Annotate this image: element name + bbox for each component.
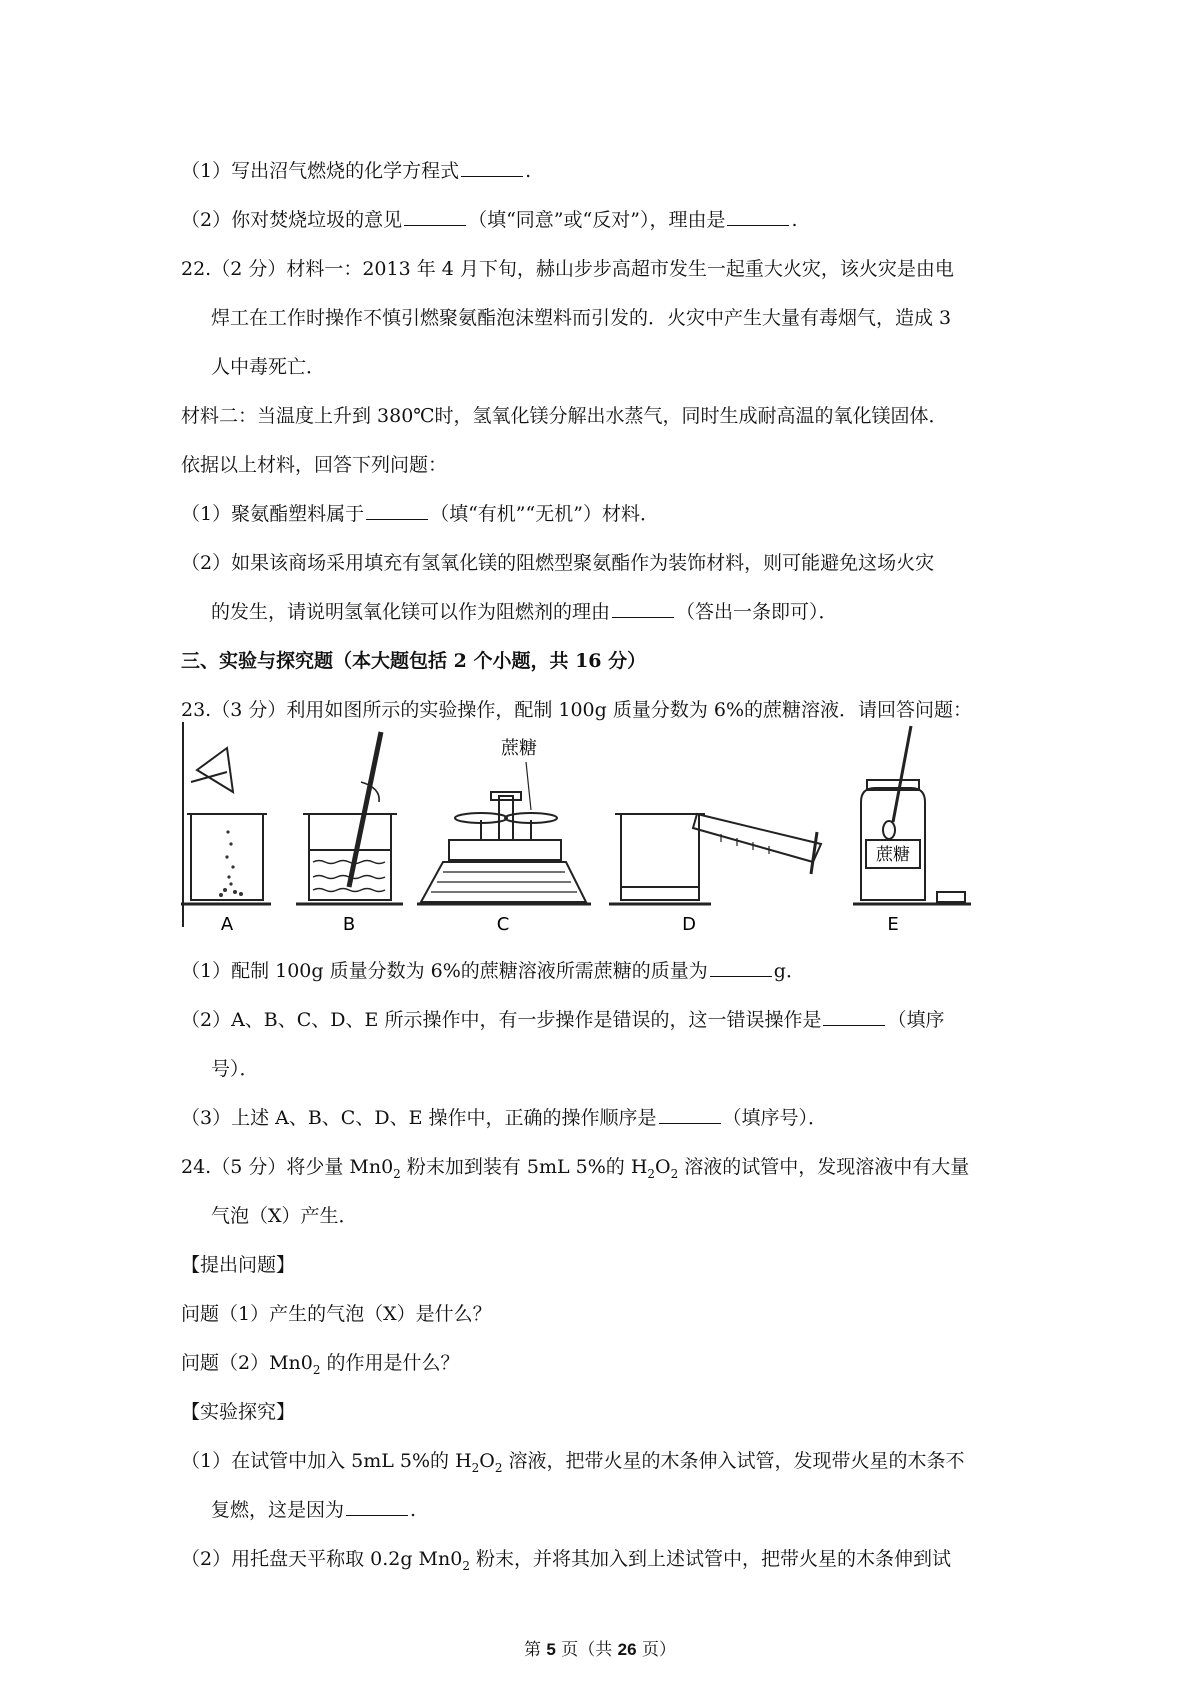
experiment-step1-cont: 复燃，这是因为 . — [211, 1499, 417, 1521]
q22-line-c: 人中毒死亡． — [211, 356, 326, 378]
section-three-heading: 三、实验与探究题（本大题包括 2 个小题，共 16 分） — [181, 650, 647, 672]
reagent-jar-e-icon — [853, 726, 971, 904]
q23-part1: （1）配制 100g 质量分数为 6%的蔗糖溶液所需蔗糖的质量为 g． — [181, 960, 805, 982]
page-footer: 第 5 页（共 26 页） — [523, 1640, 676, 1660]
experiment-heading: 【实验探究】 — [181, 1401, 296, 1423]
figure-label-b: B — [342, 914, 356, 932]
page-total: 26 — [617, 1640, 637, 1659]
q21-part1: （1）写出沼气燃烧的化学方程式 . — [181, 160, 532, 182]
q24-stem-cont: 气泡（X）产生． — [211, 1205, 358, 1227]
experiment-step1: （1）在试管中加入 5mL 5%的 $H_2O_2$ 溶液，把带火星的木条伸入试管，发现带火星的木条不 — [181, 1450, 965, 1475]
q22-lead: 依据以上材料，回答下列问题： — [181, 454, 448, 476]
answer-blank[interactable] — [659, 1105, 721, 1124]
q22-part1: （1）聚氨酯塑料属于 （填“有机”“无机”）材料． — [181, 503, 659, 525]
balance-c-icon — [417, 762, 591, 904]
q22-line-a: 22.（2 分）材料一：2013 年 4 月下旬，赫山步步高超市发生一起重大火灾，该火灾是由电 — [181, 258, 954, 280]
q23-part2: （2）A、B、C、D、E 所示操作中，有一步操作是错误的，这一错误操作是 （填序 — [181, 1009, 945, 1031]
answer-blank[interactable] — [823, 1007, 885, 1026]
q22-part2-a: （2）如果该商场采用填充有氢氧化镁的阻燃型聚氨酯作为装饰材料，则可能避免这场火灾 — [181, 552, 935, 574]
answer-blank[interactable] — [461, 158, 523, 177]
ask-question-1: 问题（1）产生的气泡（X）是什么？ — [181, 1303, 492, 1325]
q23-stem: 23.（3 分）利用如图所示的实验操作，配制 100g 质量分数为 6%的蔗糖溶液．请回答问题： — [181, 699, 973, 721]
jar-label: 蔗糖 — [876, 845, 910, 865]
beaker-b-icon — [296, 732, 403, 904]
experiment-figure — [181, 722, 1051, 932]
answer-blank[interactable] — [710, 958, 772, 977]
q23-part3: （3）上述 A、B、C、D、E 操作中，正确的操作顺序是 （填序号）． — [181, 1107, 828, 1129]
figure-label-c: C — [496, 914, 510, 932]
q22-line-b: 焊工在工作时操作不慎引燃聚氨酯泡沫塑料而引发的．火灾中产生大量有毒烟气，造成 3 — [211, 307, 952, 329]
beaker-a-icon — [181, 748, 271, 904]
ask-question-2: 问题$(2)Mn0_2$ 的作用是什么？ — [181, 1352, 460, 1377]
sugar-label: 蔗糖 — [501, 738, 537, 759]
figure-label-d: D — [682, 914, 696, 932]
figure-label-e: E — [887, 914, 899, 932]
figure-label-a: A — [220, 914, 234, 932]
lab-operations-illustration — [181, 722, 1051, 932]
q23-part2-cont: 号）． — [211, 1058, 259, 1080]
ask-question-heading: 【提出问题】 — [181, 1254, 296, 1276]
q24-stem: 24.（5 分）将少量 $Mn0_2$ 粉末加到装有 5mL 5%的 $H_2O_2$ 溶液的试管中，发现溶液中有大量 — [181, 1156, 970, 1181]
q21-part2: （2）你对焚烧垃圾的意见 （填“同意”或“反对”），理由是 . — [181, 209, 798, 231]
answer-blank[interactable] — [404, 207, 466, 226]
experiment-step2: （2）用托盘天平称取 0.2g $Mn0_2$ 粉末，并将其加入到上述试管中，把带火星的木条伸到试 — [181, 1548, 952, 1573]
q22-material-two: 材料二：当温度上升到 380℃时，氢氧化镁分解出水蒸气，同时生成耐高温的氧化镁固体． — [181, 405, 948, 427]
q22-part2-b: 的发生，请说明氢氧化镁可以作为阻燃剂的理由 （答出一条即可）． — [211, 601, 838, 623]
answer-blank[interactable] — [366, 501, 428, 520]
answer-blank[interactable] — [612, 599, 674, 618]
answer-blank[interactable] — [727, 207, 789, 226]
page-number: 5 — [546, 1640, 556, 1659]
beaker-d-icon — [609, 814, 821, 904]
answer-blank[interactable] — [346, 1497, 408, 1516]
